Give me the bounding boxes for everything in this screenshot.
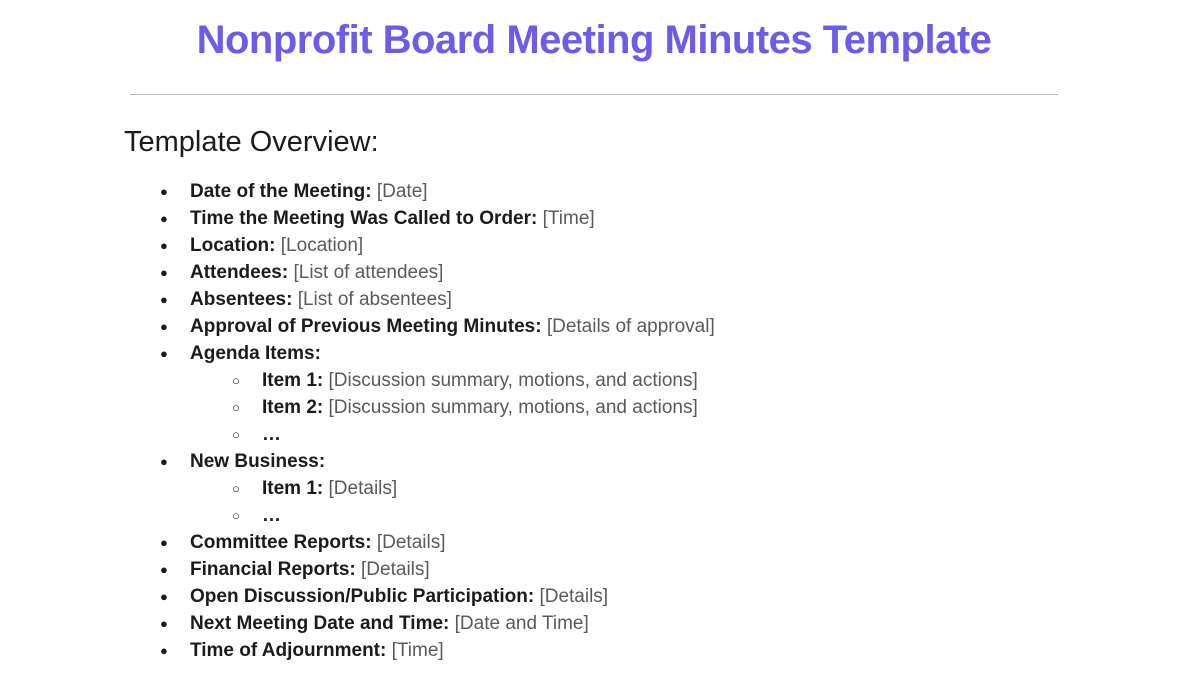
list-item: [228, 502, 1188, 529]
list-item-label: Time of Adjournment:: [190, 639, 387, 661]
list-item-label: Location:: [190, 234, 276, 256]
list-item-value: [Details]: [539, 585, 609, 607]
list-item-value: [Details]: [328, 477, 398, 499]
title-divider: [130, 94, 1058, 95]
list-item-value: [Date]: [376, 180, 428, 202]
list-item-label: Date of the Meeting:: [190, 180, 372, 202]
section-heading: Template Overview:: [124, 126, 379, 158]
page-title: Nonprofit Board Meeting Minutes Template: [196, 18, 992, 62]
list-item: [228, 475, 1188, 502]
list-item: [156, 529, 1188, 556]
list-item-value: [Discussion summary, motions, and actions]: [328, 396, 698, 418]
list-item-value: [List of absentees]: [297, 288, 452, 310]
new-business-sublist: [190, 475, 1188, 529]
list-item: [156, 205, 1188, 232]
list-item-value: [Discussion summary, motions, and actions]: [328, 369, 698, 391]
list-item: [156, 637, 1188, 664]
list-item-label: Item 1:: [262, 369, 324, 391]
list-item-label: Agenda Items:: [190, 342, 321, 364]
list-item: [228, 394, 1188, 421]
list-item: [156, 178, 1188, 205]
list-item-label: Time the Meeting Was Called to Order:: [190, 207, 538, 229]
list-item-value: [Details]: [376, 531, 446, 553]
agenda-items-sublist: [190, 367, 1188, 448]
list-item-label: Absentees:: [190, 288, 293, 310]
list-item-label: Financial Reports:: [190, 558, 356, 580]
list-item-label: …: [262, 423, 282, 445]
list-item-value: [Location]: [280, 234, 364, 256]
list-item: [156, 556, 1188, 583]
list-item-label: Next Meeting Date and Time:: [190, 612, 450, 634]
list-item-value: [List of attendees]: [293, 261, 444, 283]
list-item-new-business: [156, 448, 1188, 529]
list-item-value: [Time]: [542, 207, 595, 229]
list-item: [156, 232, 1188, 259]
list-item: [156, 313, 1188, 340]
list-item: [228, 367, 1188, 394]
list-item-label: …: [262, 504, 282, 526]
list-item-value: [Details of approval]: [546, 315, 715, 337]
list-item-label: Item 2:: [262, 396, 324, 418]
list-item: [228, 421, 1188, 448]
list-item-label: Open Discussion/Public Participation:: [190, 585, 535, 607]
list-item-label: Approval of Previous Meeting Minutes:: [190, 315, 542, 337]
list-item-label: New Business:: [190, 450, 326, 472]
list-item-value: [Date and Time]: [454, 612, 589, 634]
list-item-value: [Details]: [361, 558, 430, 580]
template-overview-list: [0, 178, 1188, 664]
list-item: [156, 583, 1188, 610]
list-item-label: Attendees:: [190, 261, 289, 283]
list-item-agenda-items: [156, 340, 1188, 448]
list-item: [156, 259, 1188, 286]
list-item-value: [Time]: [391, 639, 444, 661]
list-item: [156, 610, 1188, 637]
list-item-label: Committee Reports:: [190, 531, 372, 553]
list-item: [156, 286, 1188, 313]
list-item-label: Item 1:: [262, 477, 324, 499]
